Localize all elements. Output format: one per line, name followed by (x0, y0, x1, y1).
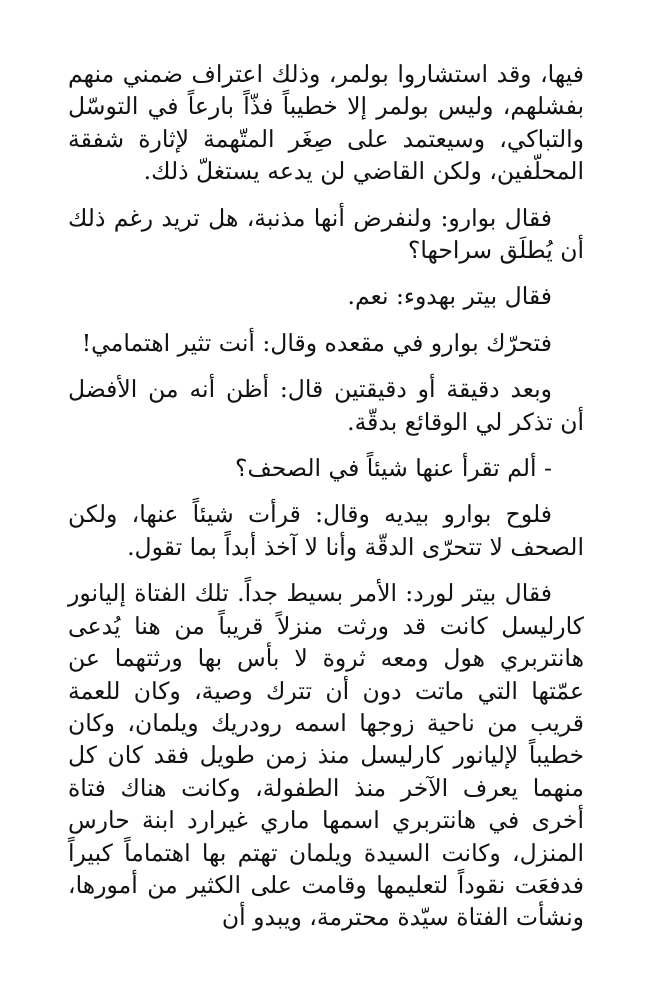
book-page (68, 58, 584, 948)
paragraph-8: فقال بيتر لورد: الأمر بسيط جداً. تلك الفتاة إليانور كارليسل كانت قد ورثت منزلاً قريباً من هنا يُدعى هانتربري هول ومعه ثروة لا بأس بها ورثتهما عن عمّتها التي ماتت دون أن تترك وصية، وكان للعمة قريب من ناحية زوجها اسمه رودريك ويلمان، وكان خطيباً لإليانور كارليسل منذ زمن طويل فقد كان كل منهما يعرف الآخر منذ الطفولة، وكانت هناك فتاة أخرى في هانتربري اسمها ماري غيرارد ابنة حارس المنزل، وكانت السيدة ويلمان تهتم بها اهتماماً كبيراً فدفعَت نقوداً لتعليمها وقامت على الكثير من أمورها، ونشأت الفتاة سيّدة محترمة، ويبدو أن (68, 579, 584, 932)
paragraph-1: فيها، وقد استشاروا بولمر، وذلك اعتراف ضمني منهم بفشلهم، وليس بولمر إلا خطيباً فذّاً بارعاً في التوسّل والتباكي، وسيعتمد على صِغَر المتّهمة لإثارة شفقة المحلّفين، ولكن القاضي لن يدعه يستغلّ ذلك. (68, 60, 584, 186)
paragraph-6: - ألم تقرأ عنها شيئاً في الصحف؟ (234, 454, 552, 483)
paragraph-4: فتحرّك بوارو في مقعده وقال: أنت تثير اهتمامي! (81, 328, 552, 357)
paragraph-3: فقال بيتر بهدوء: نعم. (347, 282, 552, 311)
paragraph-5: وبعد دقيقة أو دقيقتين قال: أظن أنه من الأفضل أن تذكر لي الوقائع بدقّة. (68, 375, 584, 436)
paragraph-2: فقال بوارو: ولنفرض أنها مذنبة، هل تريد رغم ذلك أن يُطلَق سراحها؟ (68, 203, 584, 265)
paragraph-7: فلوح بوارو بيديه وقال: قرأت شيئاً عنها، ولكن الصحف لا تتحرّى الدقّة وأنا لا آخذ أبداً بما تقول. (68, 500, 584, 561)
